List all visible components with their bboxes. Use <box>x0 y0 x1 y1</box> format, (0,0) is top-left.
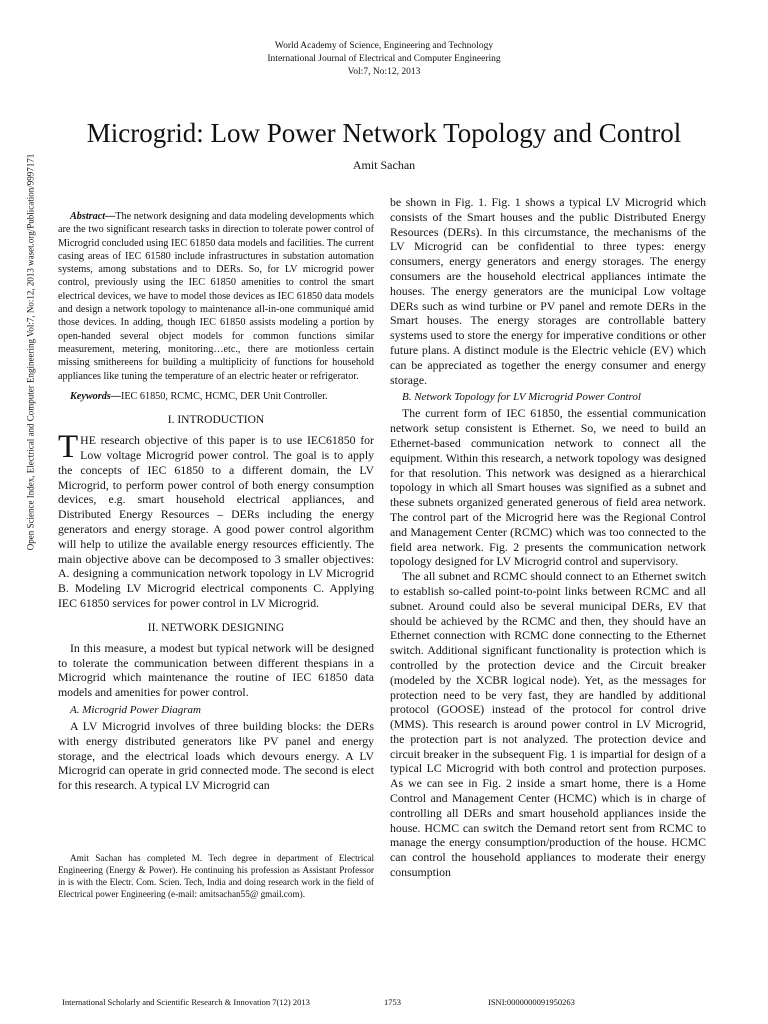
power-diagram-paragraph: A LV Microgrid involves of three building blocks: the DERs with energy distributed generators like PV panel and energy storage, and the electrical loads which devours energy. A LV Microgrid can operate in grid connected mode. The second is elect for this research. A typical LV Microgrid can <box>58 718 374 793</box>
subsection-heading-power-diagram: A. Microgrid Power Diagram <box>70 703 201 716</box>
journal-publisher: World Academy of Science, Engineering and Technology <box>274 41 494 51</box>
microgrid-continuation-paragraph: be shown in Fig. 1. Fig. 1 shows a typical LV Microgrid which consists of the Smart houses and the public Distributed Energy Resources (DERs). In this circumstance, the mechanisms of the LV Microgrid can be confidential to three types: energy consumers, energy generators and energy storages. The energy consumers are the household electrical appliances intimate the houses. The energy generators are the municipal Low voltage DERs such as wind turbine or PV panel and remote DERs in the Smart houses. The energy storages are controllable battery systems used to store the energy for imperative conditions or other future plans. A distinct module is the Electric vehicle (EV) which can be appreciated as together the energy consumer and energy storage. <box>390 195 706 387</box>
subsection-heading-network-topology: B. Network Topology for LV Microgrid Power Control <box>402 391 641 404</box>
introduction-text: HE research objective of this paper is to use IEC61850 for Low voltage Microgrid power control. The goal is to apply the concepts of IEC 61850 to a different domain, the LV Microgrid, to perform power control of both energy consumption devices, e.g. smart household electrical appliances, and Distributed Energy Resources – DERs including the energy generators and energy storage. A good power control algorithm will help to utilize the available energy resources efficiently. The main objective above can be decomposed to 3 smaller objectives: A. designing a communication network topology in LV Microgrid B. Modeling LV Microgrid electrical components C. Applying IEC 61850 services for power control in LV Microgrid. <box>58 433 374 610</box>
keywords <box>58 390 374 403</box>
footer-isni: ISNI:0000000091950263 <box>488 997 575 1007</box>
journal-name: International Journal of Electrical and Computer Engineering <box>267 54 501 64</box>
keywords-label: Keywords— <box>70 390 121 402</box>
side-index-note: Open Science Index, Electrical and Computer Engineering Vol:7, No:12, 2013 waset.org/Publication/9997171 <box>25 153 36 551</box>
author-footnote: Amit Sachan has completed M. Tech degree in department of Electrical Engineering (Energy & Power). He continuing his profession as Assistant Professor in is with the Electr. Com. Scien. Tech, India and doing research work in the field of Electrical power Engineering (e-mail: amitsachan55@ gmail.com). <box>58 853 374 899</box>
right-column <box>390 195 706 880</box>
left-column <box>58 210 374 793</box>
page-footer <box>0 995 768 1009</box>
abstract-label: Abstract— <box>70 211 116 222</box>
page-number: 1753 <box>384 997 401 1007</box>
introduction-paragraph <box>58 429 374 611</box>
section-heading-introduction: I. INTRODUCTION <box>167 414 265 427</box>
paper-title: Microgrid: Low Power Network Topology and Control <box>86 118 682 148</box>
network-topology-paragraph-1: The current form of IEC 61850, the essential communication network setup consistent is Ethernet. So, we need to build an Ethernet-based communication network to connect all the equipment. Within this research, a network topology was designed for that resolution. This network was designed as a hierarchical topology in which all Smart houses was signified as a subnet and these subnets organized generated generous of field area network. The control part of the Microgrid here was the Regional Control and Management Center (RCMC) which was too connected to the field area network. Fig. 2 presents the communication network topology designed for LV Microgrid control and supervisory. <box>390 406 706 569</box>
abstract-text: The network designing and data modeling developments which are the two significant research tasks in direction to tolerate power control of Microgrid concluded using IEC 61850 data models and facilities. The current casing areas of IEC 61580 include infrastructures in substation automation systems, among substations and to DERs. So, for LV microgrid power control, previously using the IEC 61850 amenities to control the smart electrical devices, we have to model those devices as IEC 61850 data models and design a network topology to maintenance all-in-one communiqué amid those devices. In adding, though IEC 61850 assists modeling a portion by open-handed several object models for common functions similar measurement, metering, monitoring…etc., there are motionless certain missing smithereens for building a multiplicity of functions for household appliances like tuning the temperature of an electric heater or refrigerator. <box>58 211 374 382</box>
journal-volume: Vol:7, No:12, 2013 <box>347 67 421 77</box>
network-designing-paragraph: In this measure, a modest but typical network will be designed to tolerate the communication between different thespians in a Microgrid which maintenance the routine of IEC 61850 data models and amenities for power control. <box>58 640 374 700</box>
drop-cap: T <box>58 429 79 466</box>
author-name: Amit Sachan <box>352 158 416 172</box>
network-topology-paragraph-2: The all subnet and RCMC should connect to an Ethernet switch to establish so-called point-to-point links between RCMC and all subnet. Around could also be several municipal DERs, EV that should be achieved by the RCMC and then, they should have an Ethernet connection with RCMC done connecting to the Ethernet switch. Additional significant functionality is protection which is controlled by the protection device and the Circuit breaker (modeled by the XCBR logical node). Yet, as the messages for protection need to be very fast, they are handled by additional protocol (GOOSE) instead of the protocol for control drive (MMS). This research is around power control in LV Microgrid, the protection part is not analyzed. The protection device and circuit breaker in the subsequent Fig. 1 is impartial for design of a typical LC Microgrid with both control and protection purposes. As we can see in Fig. 2 inside a smart home, there is a Home Control and Management Center (HCMC) which is in charge of controlling all DERs and smart household appliances inside the house. HCMC can switch the Demand retort sent from RCMC to manage the energy consumption/production of the house. HCMC can control the household appliances to moderate their energy consumption <box>390 569 706 880</box>
journal-header <box>0 40 768 79</box>
abstract <box>58 210 374 383</box>
keywords-text: IEC 61850, RCMC, HCMC, DER Unit Controller. <box>120 390 328 402</box>
section-heading-network-designing: II. NETWORK DESIGNING <box>147 621 285 634</box>
footer-publisher: International Scholarly and Scientific Research & Innovation 7(12) 2013 <box>62 997 310 1007</box>
